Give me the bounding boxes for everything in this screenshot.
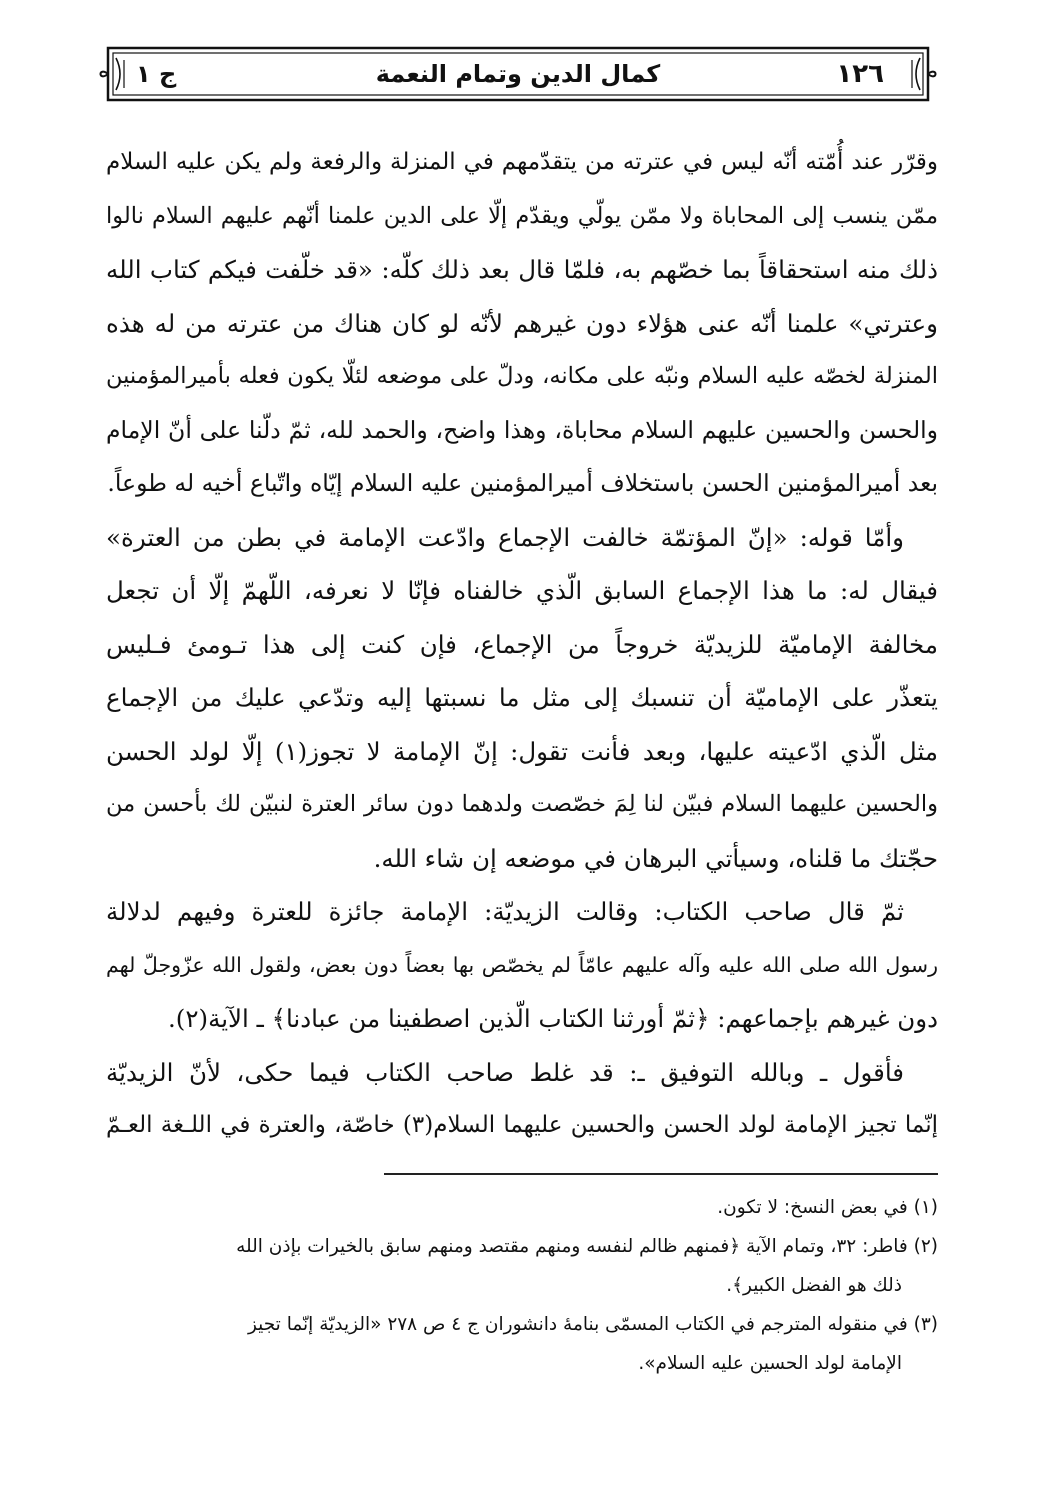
text-line: ذلك منه استحقاقاً بما خصّهم به، فلمّا قال بعد ذلك كلّه: «قد خلّفت فيكم كتاب الله: [106, 255, 938, 284]
volume-label: ج ١: [136, 60, 177, 88]
text-line: دون غيرهم بإجماعهم: ﴿ثمّ أورثنا الكتاب الّذين اصطفينا من عبادنا﴾ ـ الآية(٢).: [168, 1004, 938, 1033]
footnote-1: (١) في بعض النسخ: لا تكون.: [717, 1197, 938, 1218]
text-line: يتعذّر على الإماميّة أن تنسبك إلى مثل ما نسبتها إليه وتدّعي عليك من الإجماع: [106, 683, 938, 712]
running-header: [94, 44, 942, 104]
main-text: [106, 136, 938, 1153]
text-line: رسول الله صلى الله عليه وآله عليهم عامّاً لم يخصّص بها بعضاً دون بعض، ولقول الله عزّوجلّ لهم: [106, 952, 938, 977]
text-line: فأقول ـ وبالله التوفيق ـ: قد غلط صاحب الكتاب فيما حكى، لأنّ الزيديّة: [106, 1057, 904, 1087]
book-title: كمال الدين وتمام النعمة: [375, 60, 661, 88]
footnote-2-continued: ذلك هو الفضل الكبير﴾.: [726, 1275, 902, 1296]
footnote-separator: [384, 1173, 938, 1175]
footnote-2: (٢) فاطر: ٣٢، وتمام الآية ﴿فمنهم ظالم لنفسه ومنهم مقتصد ومنهم سابق بالخيرات بإذن الله: [236, 1236, 938, 1257]
footnote-3: (٣) في منقوله المترجم في الكتاب المسمّى بنامهٔ دانشوران ج ٤ ص ٢٧٨ «الزيديّة إنّما تجيز: [247, 1314, 938, 1335]
text-line: ممّن ينسب إلى المحاباة ولا ممّن يولّي ويقدّم إلّا على الدين علمنا أنّهم عليهم السلام نالوا: [106, 202, 938, 229]
text-line: فيقال له: ما هذا الإجماع السابق الّذي خالفناه فإنّا لا نعرفه، اللّهمّ إلّا أن تجعل: [106, 576, 938, 605]
text-line: والحسين عليهما السلام فبيّن لنا لِمَ خصّصت ولدهما دون سائر العترة لنبيّن لك بأحسن من: [106, 791, 938, 817]
text-line: المنزلة لخصّه عليه السلام ونبّه على مكانه، ودلّ على موضعه لئلّا يكون فعله بأميرالمؤمنين: [106, 363, 938, 389]
text-line: إنّما تجيز الإمامة لولد الحسن والحسين عليهما السلام(٣) خاصّة، والعترة في اللـغة العـمّ: [106, 1112, 938, 1138]
text-line: بعد أميرالمؤمنين الحسن باستخلاف أميرالمؤمنين عليه السلام إيّاه واتّباع أخيه له طوعاً.: [107, 469, 938, 497]
page-number: ١٢٦: [836, 59, 884, 89]
text-line: وعترتي» علمنا أنّه عنى هؤلاء دون غيرهم لأنّه لو كان هناك من عترته من له هذه: [106, 308, 938, 338]
footnote-3-continued: الإمامة لولد الحسين عليه السلام».: [638, 1353, 902, 1374]
text-line: والحسن والحسين عليهم السلام محاباة، وهذا واضح، والحمد لله، ثمّ دلّنا على أنّ الإمام: [106, 415, 938, 444]
text-line: ثمّ قال صاحب الكتاب: وقالت الزيديّة: الإمامة جائزة للعترة وفيهم لدلالة: [106, 897, 904, 926]
text-line: حجّتك ما قلناه، وسيأتي البرهان في موضعه إن شاء الله.: [373, 843, 938, 873]
text-line: وقرّر عند أُمّته أنّه ليس في عترته من يتقدّمهم في المنزلة والرفعة ولم يكن عليه السلام: [106, 149, 938, 175]
text-line: مثل الّذي ادّعيته عليها، وبعد فأنت تقول: إنّ الإمامة لا تجوز(١) إلّا لولد الحسن: [106, 736, 938, 766]
text-line: وأمّا قوله: «إنّ المؤتمّة خالفت الإجماع وادّعت الإمامة في بطن من العترة»: [106, 522, 904, 552]
footnotes: [106, 1188, 938, 1383]
text-line: مخالفة الإماميّة للزيديّة خروجاً من الإجماع، فإن كنت إلى هذا تـومئ فـليس: [106, 629, 938, 659]
